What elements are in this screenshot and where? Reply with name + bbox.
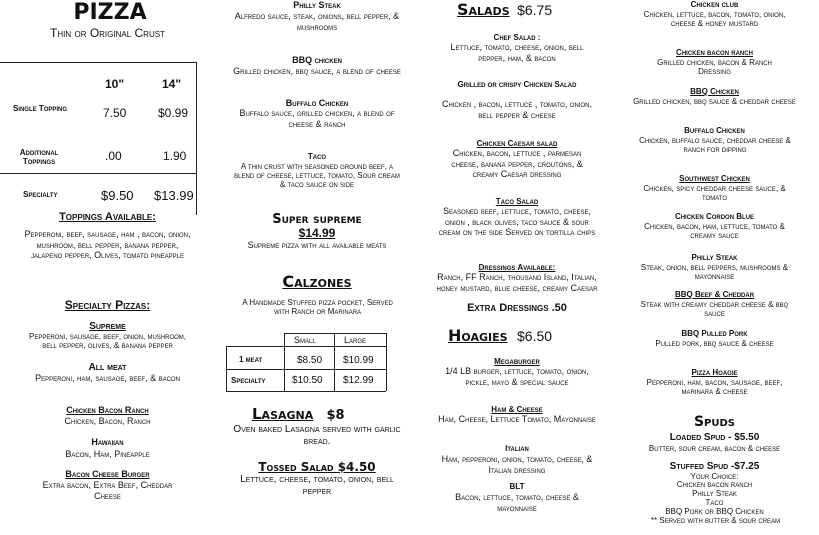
spuds-option: Philly Steak bbox=[692, 489, 737, 498]
col4-buffalo-desc: Chicken, buffalo sauce, cheddar cheese & ranch for dipping bbox=[639, 136, 791, 154]
single-topping-price-14: $0.99 bbox=[158, 106, 189, 120]
col2-taco-name: Taco bbox=[307, 152, 327, 161]
col2-philly-desc: Alfredo sauce, steak, onions, bell pepper, & mushrooms bbox=[234, 11, 400, 32]
lasagna-desc: Oven baked Lasagna served with garlic bread. bbox=[233, 424, 401, 447]
specialty-price-10: $9.50 bbox=[101, 188, 134, 203]
salads-title: Salads bbox=[457, 0, 510, 19]
specialty-cbr-desc: Chicken, Bacon, Ranch bbox=[64, 416, 151, 426]
col4-pulledpork-name: BBQ Pulled Pork bbox=[681, 329, 748, 338]
col4-bbq-desc: Grilled chicken, bbq sauce & cheddar cheese bbox=[633, 97, 796, 106]
hoagie-blt-name: BLT bbox=[509, 482, 525, 491]
specialty-supreme-desc: Pepperoni, sausage, beef, onion, mushroom, bell pepper, olives, & banana pepper bbox=[28, 332, 187, 350]
hoagies-title: Hoagies bbox=[448, 326, 508, 345]
salad-chicken-name: Grilled or crispy Chicken Salad bbox=[457, 80, 577, 89]
calzone-table-header-line bbox=[226, 346, 386, 347]
super-supreme-price: $14.99 bbox=[298, 226, 336, 240]
hoagies-price: $6.50 bbox=[516, 328, 553, 344]
lasagna-title-line bbox=[252, 406, 345, 424]
calzone-1meat-small: $8.50 bbox=[297, 355, 323, 366]
col2-buffalo-desc: Buffalo sauce, grilled chicken, a blend of cheese & ranch bbox=[239, 108, 395, 129]
specialty-hawaiian-desc: Bacon, Ham, Pineapple bbox=[65, 449, 150, 459]
hoagie-hamcheese-name: Ham & Cheese bbox=[491, 405, 543, 414]
col4-bbqbeef-name: BBQ Beef & Cheddar bbox=[674, 290, 755, 299]
calzone-large-header: Large bbox=[344, 335, 367, 345]
calzone-table-top bbox=[284, 333, 386, 334]
calzone-specialty-label: Specialty bbox=[231, 376, 266, 385]
hoagie-italian-name: Italian bbox=[505, 444, 529, 453]
col4-cordon-desc: Chicken, bacon, ham, lettuce, tomato & creamy sauce bbox=[644, 222, 785, 240]
specialty-cbr-name: Chicken Bacon Ranch bbox=[66, 405, 149, 415]
spuds-title: Spuds bbox=[693, 414, 736, 430]
spuds-loaded: Loaded Spud - $5.50 bbox=[669, 432, 760, 443]
col4-cordon-name: Chicken Cordon Blue bbox=[674, 212, 755, 221]
col4-pizzahoagie-desc: Pepperoni, ham, bacon, sausage, beef, marinara & cheese bbox=[646, 378, 783, 396]
col4-bbq-name: BBQ Chicken bbox=[690, 87, 739, 96]
extra-dressings: Extra Dressings .50 bbox=[467, 302, 567, 314]
spuds-note: ** Served with butter & sour cream bbox=[650, 516, 781, 525]
spuds-stuffed: Stuffed Spud -$7.25 bbox=[669, 461, 760, 472]
super-supreme-title: Super supreme bbox=[272, 212, 362, 227]
specialty-label: Specialty bbox=[23, 190, 58, 199]
calzone-table-row-line bbox=[226, 369, 386, 370]
calzone-table-col1 bbox=[284, 333, 285, 391]
hoagie-blt-desc: Bacon, lettuce, tomato, cheese & mayonnaise bbox=[455, 492, 579, 513]
hoagie-italian-desc: Ham, pepperoni, onion, tomato, cheese, & Italian dressing bbox=[441, 454, 593, 475]
super-supreme-desc: Supreme pizza with all available meats bbox=[247, 240, 387, 250]
tossed-salad-desc: Lettuce, cheese, tomato, onion, bell pepper bbox=[240, 474, 394, 497]
col2-buffalo-name: Buffalo Chicken bbox=[285, 98, 349, 108]
col4-southwest-name: Southwest Chicken bbox=[679, 174, 750, 183]
col2-philly-name: Philly Steak bbox=[293, 0, 341, 10]
salads-heading bbox=[457, 0, 552, 21]
salad-taco-desc: Seasoned beef, lettuce, tomato, cheese, onion , black olives, taco sauce & sour cream on the side Served on tortilla chips bbox=[438, 206, 596, 237]
calzone-table-right bbox=[386, 333, 387, 391]
spuds-option: Chicken bacon ranch bbox=[676, 480, 753, 489]
specialty-allmeat-name: All meat bbox=[88, 362, 127, 373]
col4-cbr-desc: Grilled chicken, bacon & Ranch Dressing bbox=[657, 58, 772, 76]
calzone-1meat-label: 1 meat bbox=[239, 355, 263, 364]
col4-philly-desc: Steak, onion, bell peppers, mushrooms & mayonnaise bbox=[640, 263, 789, 281]
salad-caesar-name: Chicken Caesar salad bbox=[476, 139, 558, 148]
salad-taco-name: Taco Salad bbox=[495, 197, 539, 206]
dressings-title: Dressings Available: bbox=[478, 263, 556, 272]
additional-toppings-label: Additional Toppings bbox=[19, 148, 59, 166]
calzones-title: Calzones bbox=[282, 272, 352, 291]
lasagna-title: Lasagna bbox=[252, 405, 314, 423]
size-10-header: 10" bbox=[105, 77, 125, 91]
spuds-option: Taco bbox=[705, 498, 724, 507]
col4-buffalo-name: Buffalo Chicken bbox=[684, 126, 745, 135]
col4-philly-name: Philly Steak bbox=[691, 253, 738, 262]
specialty-title: Specialty Pizzas: bbox=[64, 298, 151, 312]
price-table-divider bbox=[0, 173, 196, 174]
additional-toppings-price-14: 1.90 bbox=[163, 149, 187, 163]
salad-caesar-desc: Chicken, bacon, lettuce , parmesan cheese, banana pepper, croutons, & creamy Caesar dressing bbox=[451, 148, 583, 179]
col2-bbq-desc: Grilled chicken, bbq sauce, a blend of cheese bbox=[233, 66, 401, 76]
calzone-table-bottom bbox=[226, 391, 386, 392]
additional-toppings-price-10: .00 bbox=[105, 149, 122, 163]
calzones-desc: A Handmade Stuffed pizza pocket, Served with Ranch or Marinara bbox=[242, 298, 393, 316]
specialty-hawaiian-name: Hawaiian bbox=[91, 437, 124, 447]
col4-southwest-desc: Chicken, spicy cheddar cheese sauce, & tomato bbox=[643, 184, 786, 202]
dressings-text: Ranch, FF Ranch, thousand Island, Italian, honey mustard, blue cheese, creamy Caesar bbox=[436, 272, 598, 293]
salad-chef-name: Chef Salad : bbox=[493, 33, 541, 42]
hoagie-megaburger-desc: 1/4 LB burger, lettuce, tomato, onion, pickle, mayo & special sauce bbox=[445, 366, 589, 387]
specialty-bcb-desc: Extra bacon, Extra Beef, Cheddar Cheese bbox=[42, 480, 173, 501]
col4-bbqbeef-desc: Steak with creamy cheddar cheese & bbq sauce bbox=[640, 300, 789, 318]
specialty-allmeat-desc: Pepperoni, ham, sausage, beef, & bacon bbox=[35, 373, 180, 383]
calzone-1meat-large: $10.99 bbox=[343, 355, 374, 366]
spuds-loaded-desc: Butter, sour cream, bacon & cheese bbox=[648, 444, 781, 453]
calzone-specialty-large: $12.99 bbox=[343, 375, 374, 386]
col2-bbq-name: BBQ chicken bbox=[292, 55, 342, 65]
specialty-bcb-name: Bacon Cheese Burger bbox=[65, 469, 150, 479]
hoagies-heading bbox=[448, 326, 552, 347]
col4-pizzahoagie-name: Pizza Hoagie bbox=[691, 368, 738, 377]
tossed-salad-title: Tossed Salad $4.50 bbox=[258, 460, 376, 474]
salad-chicken-desc: Chicken , bacon, lettuce , tomato, onion, bell pepper & cheese bbox=[441, 99, 593, 120]
hoagie-hamcheese-desc: Ham, Cheese, Lettuce Tomato, Mayonnaise bbox=[438, 414, 596, 424]
col4-pulledpork-desc: Pulled pork, bbq sauce & cheese bbox=[655, 339, 774, 348]
price-table-top-line bbox=[0, 62, 196, 63]
pizza-subtitle: Thin or Original Crust bbox=[50, 26, 165, 40]
col4-club-name: Chicken club bbox=[690, 0, 739, 9]
col2-taco-desc: A thin crust with seasoned ground beef, a blend of cheese, lettuce, tomato, Sour cream & taco sauce on side bbox=[234, 162, 400, 189]
spuds-choice: Your Choice: bbox=[690, 472, 739, 481]
size-14-header: 14" bbox=[162, 77, 182, 91]
toppings-title: Toppings Available: bbox=[59, 211, 156, 223]
hoagie-megaburger-name: Megaburger bbox=[494, 357, 540, 366]
calzone-specialty-small: $10.50 bbox=[292, 375, 323, 386]
salads-price: $6.75 bbox=[517, 2, 553, 18]
price-table-right-line bbox=[196, 62, 197, 215]
spuds-option: BBQ Pork or BBQ Chicken bbox=[665, 507, 764, 516]
lasagna-price: $8 bbox=[326, 408, 345, 423]
single-topping-price-10: 7.50 bbox=[103, 106, 127, 120]
col4-cbr-name: Chicken bacon ranch bbox=[676, 48, 753, 57]
single-topping-label: Single Topping bbox=[12, 104, 68, 113]
col4-club-desc: Chicken, lettuce, bacon, tomato, onion, cheese & honey mustard bbox=[643, 10, 786, 28]
toppings-text: Pepperoni, beef, sausage, ham , bacon, onion, mushroom, bell pepper, banana pepper, jalapeno pepper, Olives, tomato pineapple bbox=[24, 229, 191, 260]
specialty-price-14: $13.99 bbox=[154, 188, 194, 203]
calzone-table-col2 bbox=[334, 333, 335, 391]
specialty-supreme-name: Supreme bbox=[89, 321, 126, 332]
pizza-title: PIZZA bbox=[73, 0, 147, 25]
salad-chef-desc: Lettuce, tomato, cheese, onion, bell pepper, ham, & bacon bbox=[450, 42, 584, 63]
calzone-small-header: Small bbox=[294, 335, 316, 345]
